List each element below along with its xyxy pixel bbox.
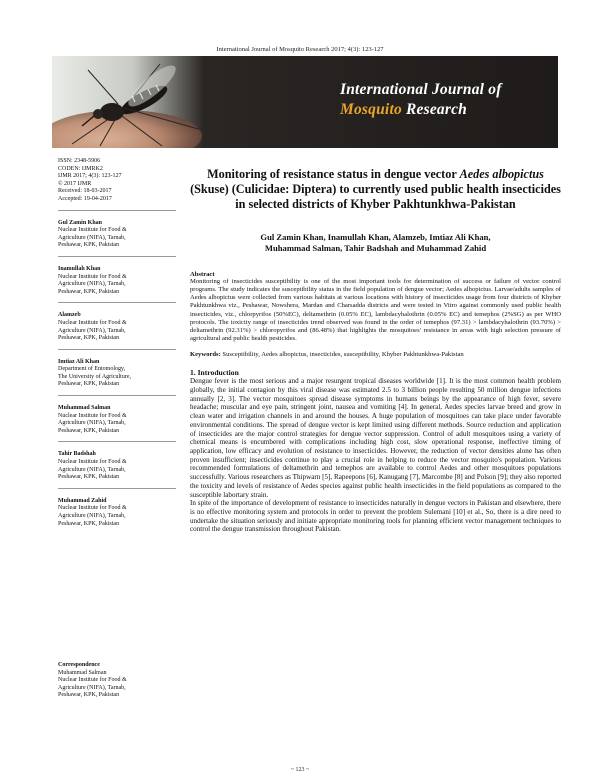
title-pre: Monitoring of resistance status in dengue vector xyxy=(207,167,460,181)
affiliation-line: Department of Entomology, xyxy=(58,366,126,373)
affiliation-line: Agriculture (NIFA), Tarnab, xyxy=(58,420,126,427)
affiliation-author-name: Alamzeb xyxy=(58,312,81,319)
correspondence-line: Nuclear Institute for Food & xyxy=(58,677,127,684)
intro-paragraph: Dengue fever is the most serious and a major resurgent tropical diseases worldwide [1]. It is the most common health problem globally, the initial contagion by this viral disease was estimated 2.5 to 3 billion people resulting 50 million dengue infections annually [2, 3]. The vector mosquitoes spread disease symptoms in humans beings by the appearance of high fever, severe headache; muscular and eye pain, stringent joint, nausea and vomiting [4]. In general, Aedes species larvae breed and grow in clean water and irrigation channels in and around the houses. A huge population of mosquitoes can take place under favorable environmental conditions. The spread of dengue vector is kept limited using different methods. Source reduction and application of insecticides are the major control strategies for dengue vector suppression. Control of adult mosquitoes using a variety of chemical means is encumbered with complications including high cost, slow operational response, ineffective timing of application, low efficacy and evolution of resistance to insecticides. However, the reduction of vector densities alone has often proven insufficient; insecticides continue to play a crucial role in helping to reduce the vector mosquito's population. Various recommended formulations of deltamethrin and temephos are available to control Aedes and other mosquitoes populations successfully. Various researchers as Thipwarn [5], Rapeepons [6], Kanugang [7], Marcombe [8] and Polson [9]; they also reported the toxicity and levels of resistance of Aedes species against public health insecticides in the field populations as compared to the susceptible labortary strain. xyxy=(190,377,561,499)
banner-title-line2 xyxy=(340,100,555,120)
author-list xyxy=(190,232,561,254)
affiliation-author-name: Muhammad Zahid xyxy=(58,497,107,504)
copyright: © 2017 IJMR xyxy=(58,180,92,187)
affiliation-block xyxy=(58,498,182,528)
affiliation-line: Peshawar, KPK, Pakistan xyxy=(58,288,120,295)
affiliation-line: The University of Agriculture, xyxy=(58,373,131,380)
received-date: Received: 18-03-2017 xyxy=(58,188,112,195)
article-main xyxy=(190,167,561,534)
banner-title-accent: Mosquito xyxy=(340,101,402,118)
article-meta xyxy=(58,158,182,204)
affiliation-line: Agriculture (NIFA), Tarnab, xyxy=(58,234,126,241)
affiliation-line: Nuclear Institute for Food & xyxy=(58,459,127,466)
correspondence-line: Peshawar, KPK, Pakistan xyxy=(58,692,120,699)
affiliation-block xyxy=(58,451,182,488)
correspondence-block xyxy=(58,662,182,700)
affiliation-author-name: Imtiaz Ali Khan xyxy=(58,358,100,365)
author-line: Gul Zamin Khan, Inamullah Khan, Alamzeb, Imtiaz Ali Khan, xyxy=(260,232,491,242)
journal-header: International Journal of Mosquito Research 2017; 4(3): 123-127 xyxy=(216,46,384,53)
sidebar xyxy=(58,158,182,699)
mosquito-photo-icon xyxy=(52,56,352,148)
affiliation-line: Nuclear Institute for Food & xyxy=(58,505,127,512)
correspondence-name: Muhammad Salman xyxy=(58,669,107,676)
affiliation-line: Nuclear Institute for Food & xyxy=(58,319,127,326)
accepted-date: Accepted: 19-04-2017 xyxy=(58,195,112,202)
affiliation-line: Peshawar, KPK, Pakistan xyxy=(58,427,120,434)
divider xyxy=(58,395,176,396)
affiliation-line: Peshawar, KPK, Pakistan xyxy=(58,474,120,481)
keywords-label: Keywords: xyxy=(190,351,221,359)
affiliation-line: Nuclear Institute for Food & xyxy=(58,273,127,280)
divider xyxy=(58,256,176,257)
journal-banner xyxy=(52,56,558,148)
section-heading: 1. Introduction xyxy=(190,368,239,378)
affiliation-block xyxy=(58,266,182,303)
abstract-heading: Abstract xyxy=(190,271,215,278)
affiliation-line: Peshawar, KPK, Pakistan xyxy=(58,335,120,342)
affiliation-line: Agriculture (NIFA), Tarnab, xyxy=(58,281,126,288)
affiliation-block xyxy=(58,312,182,349)
abstract-text: Monitoring of insecticides susceptibility is one of the most important tools for determination of success or failure of vector control programs. The study indicates the susceptibility status in the field population of dengue vector; Aedes albopictus. Larvae/adults samples of Aedes albopictus were collected from various habitats at various locations with history of insecticides usage from four districts of Khyber Pakhtunkhwa viz., Peshawar, Nowshera, Mardan and Charsadda districts and were tested in Vitro against commonly used public health insecticides, viz., chlorpyrifos (50%EC), deltamethrin (0.05% EC), lambdacyhalothrin (0.05% EC) and temephos (2%SG) as per WHO protocols. The toxicity range of insecticides trend observed was found in the order of temephos (97.31) > lambdacyhalothrin (93.70%) > deltamethrin (92.31%) > chloropyrifos and (86.48%) that highlights the mosquitoes' resistance in areas with high selection pressure of agricultural and public health pesticides. xyxy=(190,278,561,343)
affiliation-author-name: Muhammad Salman xyxy=(58,405,111,412)
citation: IJMR 2017; 4(3): 123-127 xyxy=(58,173,122,180)
divider xyxy=(58,302,176,303)
affiliation-line: Peshawar, KPK, Pakistan xyxy=(58,381,120,388)
keywords-text: Susceptibility, Aedes albopictus, insecticides, susceptibility, Khyber Pakhtunkhwa-Pakistan xyxy=(220,351,464,359)
affiliation-block xyxy=(58,359,182,396)
banner-title xyxy=(340,80,555,120)
affiliation-line: Agriculture (NIFA), Tarnab, xyxy=(58,327,126,334)
correspondence-line: Agriculture (NIFA), Tarnab, xyxy=(58,684,126,691)
affiliation-line: Nuclear Institute for Food & xyxy=(58,412,127,419)
coden: CODEN: IJMRK2 xyxy=(58,165,103,172)
affiliation-author-name: Gul Zamin Khan xyxy=(58,219,103,226)
affiliation-line: Nuclear Institute for Food & xyxy=(58,227,127,234)
affiliation-line: Agriculture (NIFA), Tarnab, xyxy=(58,466,126,473)
page-number: ~ 123 ~ xyxy=(290,767,310,773)
affiliation-author-name: Inamullah Khan xyxy=(58,265,101,272)
issn: ISSN: 2348-5906 xyxy=(58,158,101,164)
affiliation-block xyxy=(58,405,182,442)
correspondence-label: Correspondence xyxy=(58,662,100,668)
intro-paragraph: In spite of the importance of development of resistance to insecticides naturally in dengue vectors in Pakistan and elsewhere, there is no effective monitoring system and protocols in order to prevent the problem Sulemani [10] et al., So, there is a dire need to undertake the situation seriously and initiate appropriate monitoring tools for planning efficient vector management techniques to control the dengue transmission throughout Pakistan. xyxy=(190,499,561,534)
divider xyxy=(58,488,176,489)
divider xyxy=(58,349,176,350)
affiliation-line: Peshawar, KPK, Pakistan xyxy=(58,520,120,527)
banner-title-line1: International Journal of xyxy=(340,81,502,98)
affiliation-author-name: Tahir Badshah xyxy=(58,451,96,458)
keywords xyxy=(190,351,561,359)
divider xyxy=(58,441,176,442)
affiliation-block xyxy=(58,220,182,257)
author-line: Muhammad Salman, Tahir Badshah and Muhammad Zahid xyxy=(264,243,487,253)
affiliation-line: Peshawar, KPK, Pakistan xyxy=(58,242,120,249)
divider xyxy=(58,210,176,211)
title-species: Aedes albopictus xyxy=(459,167,544,181)
article-title xyxy=(190,167,561,212)
affiliation-line: Agriculture (NIFA), Tarnab, xyxy=(58,513,126,519)
title-post: (Skuse) (Culicidae: Diptera) to currently used public health insecticides in selected districts of Khyber Pakhtunkhwa-Pakistan xyxy=(190,182,561,211)
banner-title-rest: Research xyxy=(401,101,467,118)
